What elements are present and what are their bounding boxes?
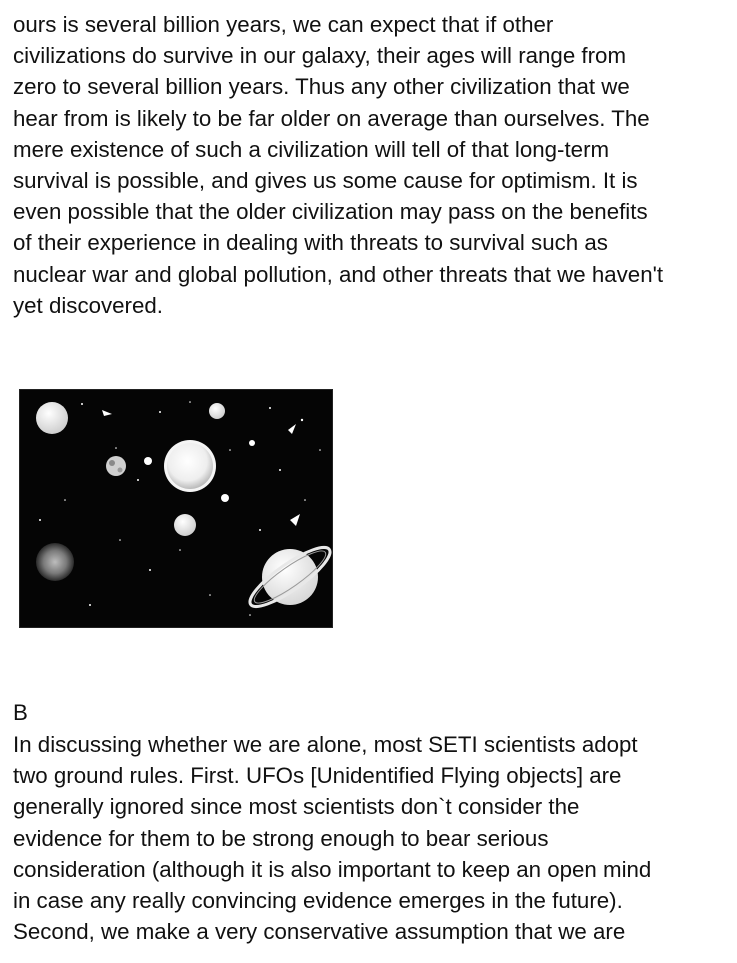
text-line: In discussing whether we are alone, most SETI scientists adopt <box>13 732 638 757</box>
text-line: zero to several billion years. Thus any other civilization that we <box>13 74 630 100</box>
text-line: consideration (although it is also important to keep an open mind <box>13 856 652 882</box>
text-line: ours is several billion years, we can expect that if other <box>13 12 554 37</box>
planet-upper-left <box>36 402 68 434</box>
text-line: of their experience in dealing with threats to survival such as <box>13 230 608 256</box>
planet-moon <box>174 514 196 536</box>
text-line: evidence for them to be strong enough to bear serious <box>13 825 549 851</box>
body-paragraph <box>13 9 733 321</box>
text-line: yet discovered. <box>13 292 163 318</box>
text-line: civilizations do survive in our galaxy, their ages will range from <box>13 43 627 69</box>
planet-tiny <box>249 440 255 446</box>
text-line: even possible that the older civilization may pass on the benefits <box>13 199 648 225</box>
planets-in-space-illustration <box>19 389 333 628</box>
text-line: in case any really convincing evidence emerges in the future). <box>13 887 623 913</box>
planet-fuzzy <box>36 543 74 581</box>
planet-small <box>209 403 225 419</box>
text-line: hear from is likely to be far older on average than ourselves. The <box>13 105 650 131</box>
section-heading: B <box>13 700 28 725</box>
text-line: nuclear war and global pollution, and other threats that we haven't <box>13 261 664 287</box>
text-line: mere existence of such a civilization will tell of that long-term <box>13 136 610 162</box>
text-line: survival is possible, and gives us some cause for optimism. It is <box>13 167 638 193</box>
body-paragraph <box>13 729 733 947</box>
text-line: generally ignored since most scientists don`t consider the <box>13 794 580 820</box>
planet-tiny <box>144 457 152 465</box>
sun-icon <box>164 440 216 492</box>
text-line: two ground rules. First. UFOs [Unidentified Flying objects] are <box>13 763 622 789</box>
planet-tiny <box>221 494 229 502</box>
text-line: Second, we make a very conservative assumption that we are <box>13 919 626 945</box>
planet-textured <box>106 456 126 476</box>
